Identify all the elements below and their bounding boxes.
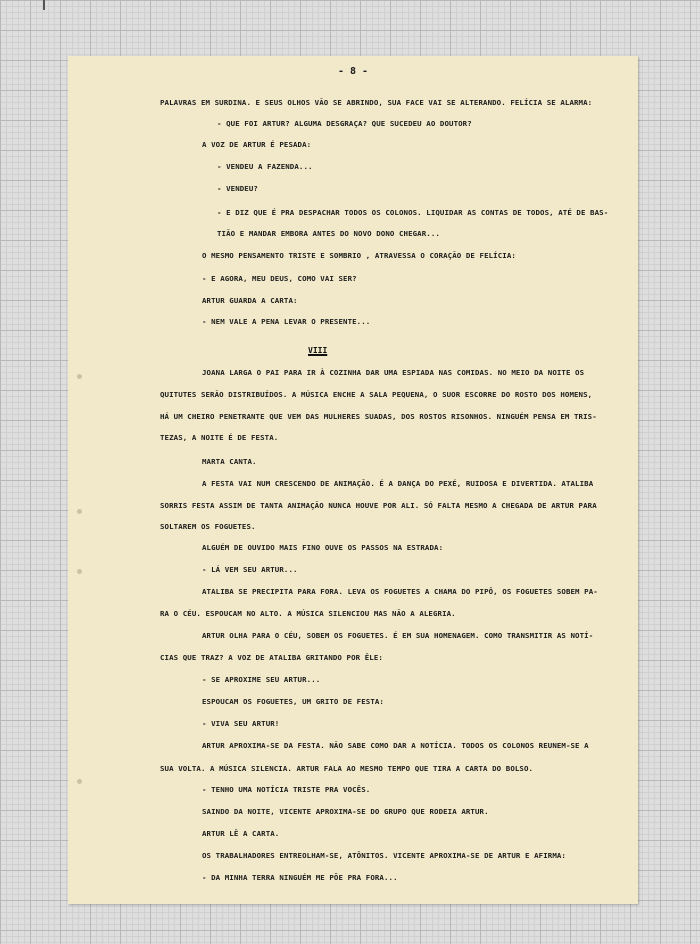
text-line: JOANA LARGA O PAI PARA IR À COZINHA DAR UMA ESPIADA NAS COMIDAS. NO MEIO DA NOITE OS [202, 368, 585, 377]
text-line: - LÁ VEM SEU ARTUR... [202, 565, 298, 574]
text-line: A VOZ DE ARTUR É PESADA: [202, 140, 312, 149]
text-line: MARTA CANTA. [202, 457, 257, 466]
text-line: - VENDEU A FAZENDA... [217, 162, 313, 171]
text-line: - SE APROXIME SEU ARTUR... [202, 675, 321, 684]
grid-mark [43, 0, 45, 10]
text-line: - VENDEU? [217, 184, 258, 193]
text-line: A FESTA VAI NUM CRESCENDO DE ANIMAÇÃO. É A DANÇA DO PEXÉ, RUIDOSA E DIVERTIDA. ATALIBA [202, 479, 594, 488]
text-line: ATALIBA SE PRECIPITA PARA FORA. LEVA OS FOGUETES A CHAMA DO PIPÔ, OS FOGUETES SOBEM PA- [202, 587, 598, 596]
text-line: SUA VOLTA. A MÚSICA SILENCIA. ARTUR FALA AO MESMO TEMPO QUE TIRA A CARTA DO BOLSO. [160, 764, 534, 773]
text-line: - NEM VALE A PENA LEVAR O PRESENTE... [202, 317, 371, 326]
text-line: QUITUTES SERÃO DISTRIBUÍDOS. A MÚSICA ENCHE A SALA PEQUENA, O SUOR ESCORRE DO ROSTO DOS HOMENS, [160, 390, 593, 399]
text-line: ARTUR GUARDA A CARTA: [202, 296, 298, 305]
text-line: SAINDO DA NOITE, VICENTE APROXIMA-SE DO GRUPO QUE RODEIA ARTUR. [202, 807, 489, 816]
punch-hole [77, 509, 82, 514]
section-heading: VIII [308, 346, 328, 355]
text-line: - VIVA SEU ARTUR! [202, 719, 280, 728]
text-line: CIAS QUE TRAZ? A VOZ DE ATALIBA GRITANDO POR ÊLE: [160, 653, 383, 662]
text-line: O MESMO PENSAMENTO TRISTE E SOMBRIO , ATRAVESSA O CORAÇÃO DE FELÍCIA: [202, 251, 516, 260]
text-line: - E DIZ QUE É PRA DESPACHAR TODOS OS COLONOS. LIQUIDAR AS CONTAS DE TODOS, ATÉ DE BAS- [217, 208, 609, 217]
text-line: - DA MINHA TERRA NINGUÉM ME PÕE PRA FORA... [202, 873, 398, 882]
text-line: ARTUR APROXIMA-SE DA FESTA. NÃO SABE COMO DAR A NOTÍCIA. TODOS OS COLONOS REUNEM-SE A [202, 741, 589, 750]
text-line: - TENHO UMA NOTÍCIA TRISTE PRA VOCÊS. [202, 785, 371, 794]
punch-hole [77, 779, 82, 784]
text-line: PALAVRAS EM SURDINA. E SEUS OLHOS VÃO SE ABRINDO, SUA FACE VAI SE ALTERANDO. FELÍCIA SE ALARMA: [160, 98, 593, 107]
text-line: HÁ UM CHEIRO PENETRANTE QUE VEM DAS MULHERES SUADAS, DOS ROSTOS RISONHOS. NINGUÉM PENSA EM TRIS- [160, 412, 597, 421]
text-line: RA O CÉU. ESPOUCAM NO ALTO. A MÚSICA SILENCIOU MAS NÃO A ALEGRIA. [160, 609, 456, 618]
text-line: ARTUR LÊ A CARTA. [202, 829, 280, 838]
punch-hole [77, 569, 82, 574]
text-line: ESPOUCAM OS FOGUETES, UM GRITO DE FESTA: [202, 697, 384, 706]
text-line: TEZAS, A NOITE É DE FESTA. [160, 433, 279, 442]
text-line: ARTUR OLHA PARA O CÉU, SOBEM OS FOGUETES. É EM SUA HOMENAGEM. COMO TRANSMITIR AS NOTÍ- [202, 631, 594, 640]
text-line: TIÃO E MANDAR EMBORA ANTES DO NOVO DONO CHEGAR... [217, 229, 440, 238]
text-line: OS TRABALHADORES ENTREOLHAM-SE, ATÔNITOS. VICENTE APROXIMA-SE DE ARTUR E AFIRMA: [202, 851, 566, 860]
page-number: - 8 - [337, 66, 369, 77]
typewritten-page [68, 56, 638, 904]
text-line: SORRIS FESTA ASSIM DE TANTA ANIMAÇÃO NUNCA HOUVE POR ALI. SÓ FALTA MESMO A CHEGADA DE ARTUR PARA [160, 501, 597, 510]
punch-hole [77, 374, 82, 379]
text-line: - QUE FOI ARTUR? ALGUMA DESGRAÇA? QUE SUCEDEU AO DOUTOR? [217, 119, 472, 128]
text-line: - E AGORA, MEU DEUS, COMO VAI SER? [202, 274, 357, 283]
text-line: ALGUÉM DE OUVIDO MAIS FINO OUVE OS PASSOS NA ESTRADA: [202, 543, 444, 552]
text-line: SOLTAREM OS FOGUETES. [160, 522, 256, 531]
